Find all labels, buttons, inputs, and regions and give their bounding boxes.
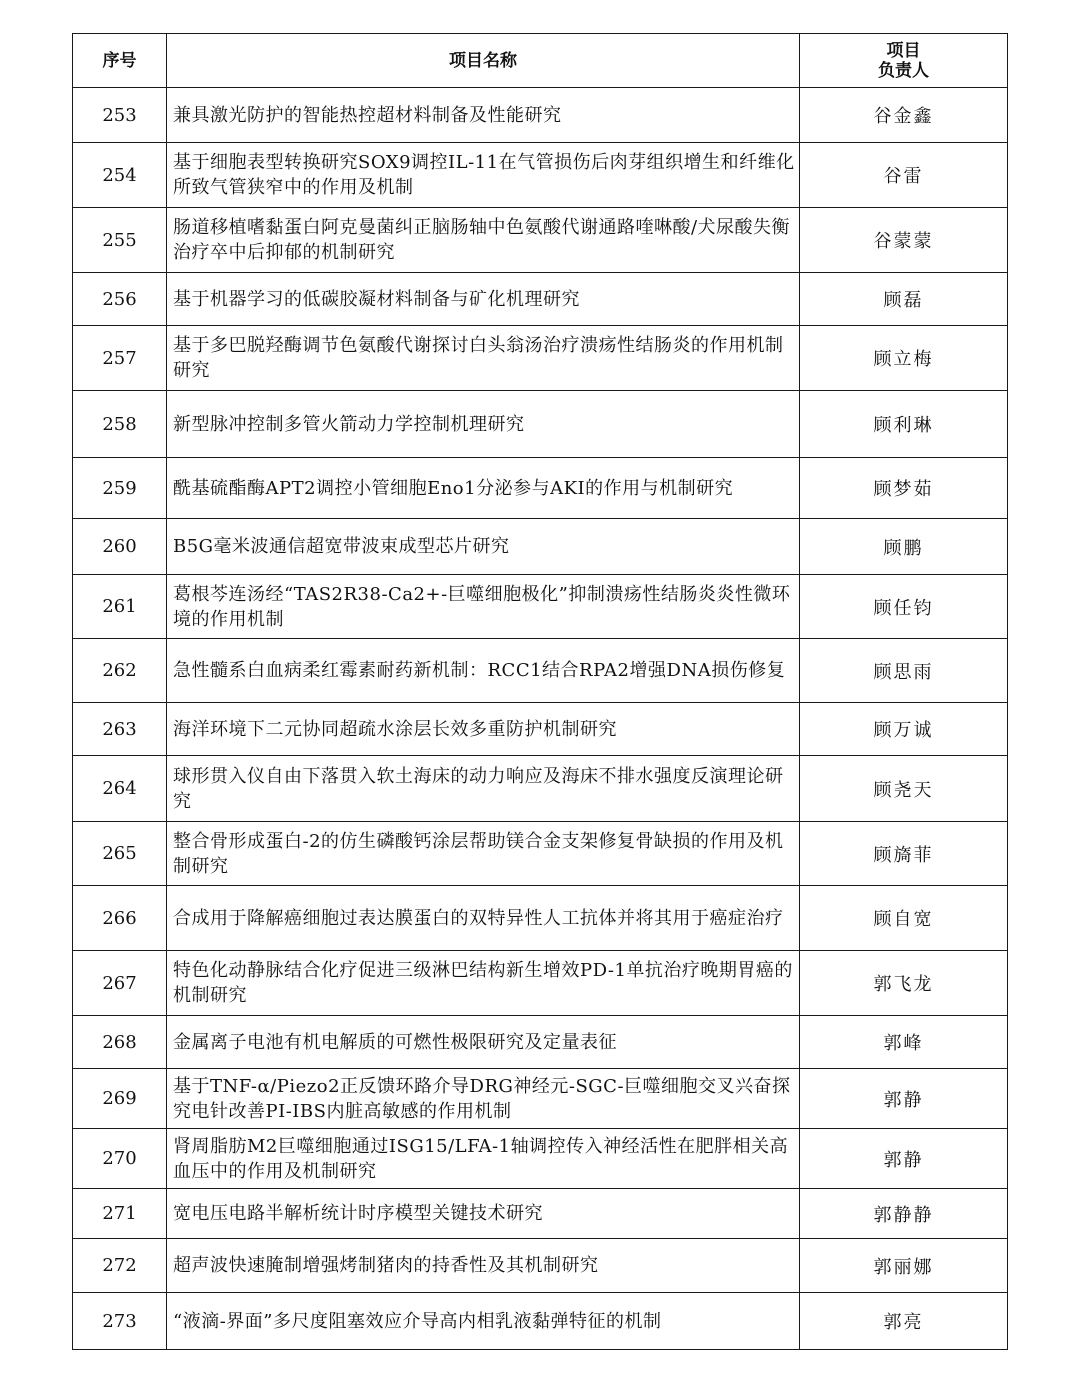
project-lead: 郭静静 xyxy=(800,1189,1008,1239)
project-name: 合成用于降解癌细胞过表达膜蛋白的双特异性人工抗体并将其用于癌症治疗 xyxy=(167,886,800,951)
project-lead: 郭峰 xyxy=(800,1016,1008,1069)
project-name: 基于机器学习的低碳胶凝材料制备与矿化机理研究 xyxy=(167,273,800,326)
table-row xyxy=(73,1129,1008,1189)
table-row xyxy=(73,886,1008,951)
project-lead: 谷蒙蒙 xyxy=(800,208,1008,273)
project-lead: 顾尧天 xyxy=(800,756,1008,822)
row-number: 260 xyxy=(73,519,167,575)
project-name: 特色化动静脉结合化疗促进三级淋巴结构新生增效PD-1单抗治疗晚期胃癌的机制研究 xyxy=(167,951,800,1016)
row-number: 257 xyxy=(73,326,167,391)
row-number: 258 xyxy=(73,391,167,458)
project-lead: 顾立梅 xyxy=(800,326,1008,391)
table-row xyxy=(73,1293,1008,1350)
header-name: 项目名称 xyxy=(167,34,800,88)
row-number: 266 xyxy=(73,886,167,951)
project-lead: 郭飞龙 xyxy=(800,951,1008,1016)
row-number: 261 xyxy=(73,575,167,639)
row-number: 263 xyxy=(73,703,167,756)
row-number: 267 xyxy=(73,951,167,1016)
row-number: 270 xyxy=(73,1129,167,1189)
project-name: B5G毫米波通信超宽带波束成型芯片研究 xyxy=(167,519,800,575)
row-number: 271 xyxy=(73,1189,167,1239)
row-number: 262 xyxy=(73,639,167,703)
header-row xyxy=(73,34,1008,88)
header-no: 序号 xyxy=(73,34,167,88)
table-row xyxy=(73,458,1008,519)
project-lead: 郭静 xyxy=(800,1129,1008,1189)
header-lead-line1: 项目 xyxy=(886,40,921,61)
table-row xyxy=(73,208,1008,273)
table-row xyxy=(73,519,1008,575)
project-lead: 谷雷 xyxy=(800,143,1008,208)
project-name: 肾周脂肪M2巨噬细胞通过ISG15/LFA-1轴调控传入神经活性在肥胖相关高血压中的作用及机制研究 xyxy=(167,1129,800,1189)
project-lead: 顾利琳 xyxy=(800,391,1008,458)
project-name: 海洋环境下二元协同超疏水涂层长效多重防护机制研究 xyxy=(167,703,800,756)
row-number: 254 xyxy=(73,143,167,208)
project-lead: 郭亮 xyxy=(800,1293,1008,1350)
row-number: 273 xyxy=(73,1293,167,1350)
table-row xyxy=(73,639,1008,703)
project-name: 宽电压电路半解析统计时序模型关键技术研究 xyxy=(167,1189,800,1239)
project-lead: 顾鹏 xyxy=(800,519,1008,575)
row-number: 272 xyxy=(73,1239,167,1293)
table-row xyxy=(73,756,1008,822)
project-name: 金属离子电池有机电解质的可燃性极限研究及定量表征 xyxy=(167,1016,800,1069)
project-name: 酰基硫酯酶APT2调控小管细胞Eno1分泌参与AKI的作用与机制研究 xyxy=(167,458,800,519)
table-row xyxy=(73,143,1008,208)
table-row xyxy=(73,1069,1008,1129)
row-number: 265 xyxy=(73,822,167,886)
table-row xyxy=(73,1016,1008,1069)
project-lead: 顾思雨 xyxy=(800,639,1008,703)
row-number: 255 xyxy=(73,208,167,273)
table-row xyxy=(73,391,1008,458)
project-lead: 郭静 xyxy=(800,1069,1008,1129)
table-row xyxy=(73,326,1008,391)
project-name: 球形贯入仪自由下落贯入软土海床的动力响应及海床不排水强度反演理论研究 xyxy=(167,756,800,822)
project-name: 肠道移植嗜黏蛋白阿克曼菌纠正脑肠轴中色氨酸代谢通路喹啉酸/犬尿酸失衡治疗卒中后抑郁的机制研究 xyxy=(167,208,800,273)
table-row xyxy=(73,575,1008,639)
table-row xyxy=(73,88,1008,143)
header-lead xyxy=(800,34,1008,88)
project-name: 急性髓系白血病柔红霉素耐药新机制：RCC1结合RPA2增强DNA损伤修复 xyxy=(167,639,800,703)
table-row xyxy=(73,1239,1008,1293)
table-row xyxy=(73,703,1008,756)
project-name: 葛根芩连汤经“TAS2R38-Ca2+-巨噬细胞极化”抑制溃疡性结肠炎炎性微环境的作用机制 xyxy=(167,575,800,639)
project-name: “液滴-界面”多尺度阻塞效应介导高内相乳液黏弹特征的机制 xyxy=(167,1293,800,1350)
project-name: 基于细胞表型转换研究SOX9调控IL-11在气管损伤后肉芽组织增生和纤维化所致气管狭窄中的作用及机制 xyxy=(167,143,800,208)
project-name: 基于多巴脱羟酶调节色氨酸代谢探讨白头翁汤治疗溃疡性结肠炎的作用机制研究 xyxy=(167,326,800,391)
project-table xyxy=(72,33,1008,1350)
project-lead: 顾万诚 xyxy=(800,703,1008,756)
project-lead: 顾梦茹 xyxy=(800,458,1008,519)
table-row xyxy=(73,951,1008,1016)
project-name: 新型脉冲控制多管火箭动力学控制机理研究 xyxy=(167,391,800,458)
row-number: 269 xyxy=(73,1069,167,1129)
table-row xyxy=(73,273,1008,326)
table-row xyxy=(73,1189,1008,1239)
header-lead-line2: 负责人 xyxy=(878,60,929,81)
project-lead: 顾自宽 xyxy=(800,886,1008,951)
row-number: 268 xyxy=(73,1016,167,1069)
project-lead: 顾磊 xyxy=(800,273,1008,326)
project-lead: 顾任钧 xyxy=(800,575,1008,639)
row-number: 256 xyxy=(73,273,167,326)
project-name: 超声波快速腌制增强烤制猪肉的持香性及其机制研究 xyxy=(167,1239,800,1293)
table-row xyxy=(73,822,1008,886)
project-lead: 郭丽娜 xyxy=(800,1239,1008,1293)
row-number: 264 xyxy=(73,756,167,822)
project-name: 基于TNF-α/Piezo2正反馈环路介导DRG神经元-SGC-巨噬细胞交叉兴奋探究电针改善PI-IBS内脏高敏感的作用机制 xyxy=(167,1069,800,1129)
project-lead: 顾旖菲 xyxy=(800,822,1008,886)
project-name: 兼具激光防护的智能热控超材料制备及性能研究 xyxy=(167,88,800,143)
project-name: 整合骨形成蛋白-2的仿生磷酸钙涂层帮助镁合金支架修复骨缺损的作用及机制研究 xyxy=(167,822,800,886)
project-lead: 谷金鑫 xyxy=(800,88,1008,143)
row-number: 253 xyxy=(73,88,167,143)
row-number: 259 xyxy=(73,458,167,519)
